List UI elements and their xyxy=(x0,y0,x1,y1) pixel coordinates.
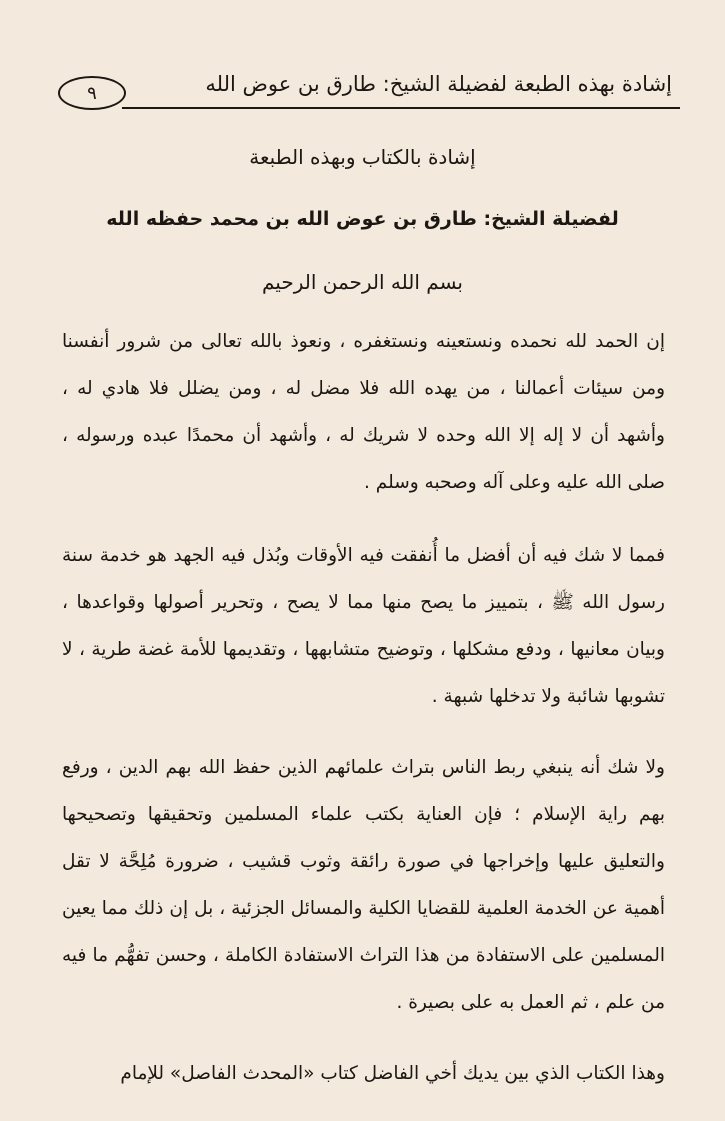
paragraph: إن الحمد لله نحمده ونستعينه ونستغفره ، ونعوذ بالله تعالى من شرور أنفسنا ومن سيئات أعمالنا ، من يهده الله فلا مضل له ، ومن يضلل فلا هادي له ، وأشهد أن لا إله إلا الله وحده لا شريك له ، وأشهد أن محمدًا عبده ورسوله ، صلى الله عليه وعلى آله وصحبه وسلم . xyxy=(62,331,665,493)
page-number-text: ٩ xyxy=(87,82,97,104)
basmala: بسم الله الرحمن الرحيم xyxy=(261,270,463,294)
page-number xyxy=(58,76,126,110)
paragraph: ولا شك أنه ينبغي ربط الناس بتراث علمائهم الذين حفظ الله بهم الدين ، ورفع بهم راية الإسلام ؛ فإن العناية بكتب علماء المسلمين وتحقيقها وتصحيحها والتعليق عليها وإخراجها في صورة رائقة وثوب قشيب ، ضرورة مُلِحَّة لا تقل أهمية عن الخدمة العلمية للقضايا الكلية والمسائل الجزئية ، بل إن ذلك مما يعين المسلمين على الاستفادة من هذا التراث الاستفادة الكاملة ، وحسن تفهُّم ما فيه من علم ، ثم العمل به على بصيرة . xyxy=(62,757,665,1013)
paragraph: وهذا الكتاب الذي بين يديك أخي الفاضل كتاب «المحدث الفاصل» للإمام xyxy=(120,1063,665,1084)
running-header xyxy=(40,62,680,122)
paragraph: فمما لا شك فيه أن أفضل ما أُنفقت فيه الأوقات وبُذل فيه الجهد هو خدمة سنة رسول الله ﷺ ، بتمييز ما يصح منها مما لا يصح ، وتحرير أصولها وقواعدها ، وبيان معانيها ، ودفع مشكلها ، وتوضيح متشابهها ، وتقديمها للأمة غضة طرية ، لا تشوبها شائبة ولا تدخلها شبهة . xyxy=(62,545,665,707)
header-rule xyxy=(122,107,680,109)
running-title: إشادة بهذه الطبعة لفضيلة الشيخ: طارق بن عوض الله xyxy=(205,72,672,96)
section-title: إشادة بالكتاب وبهذه الطبعة xyxy=(249,145,476,169)
body-text xyxy=(62,318,665,1121)
author-line: لفضيلة الشيخ: طارق بن عوض الله بن محمد حفظه الله xyxy=(106,208,619,230)
